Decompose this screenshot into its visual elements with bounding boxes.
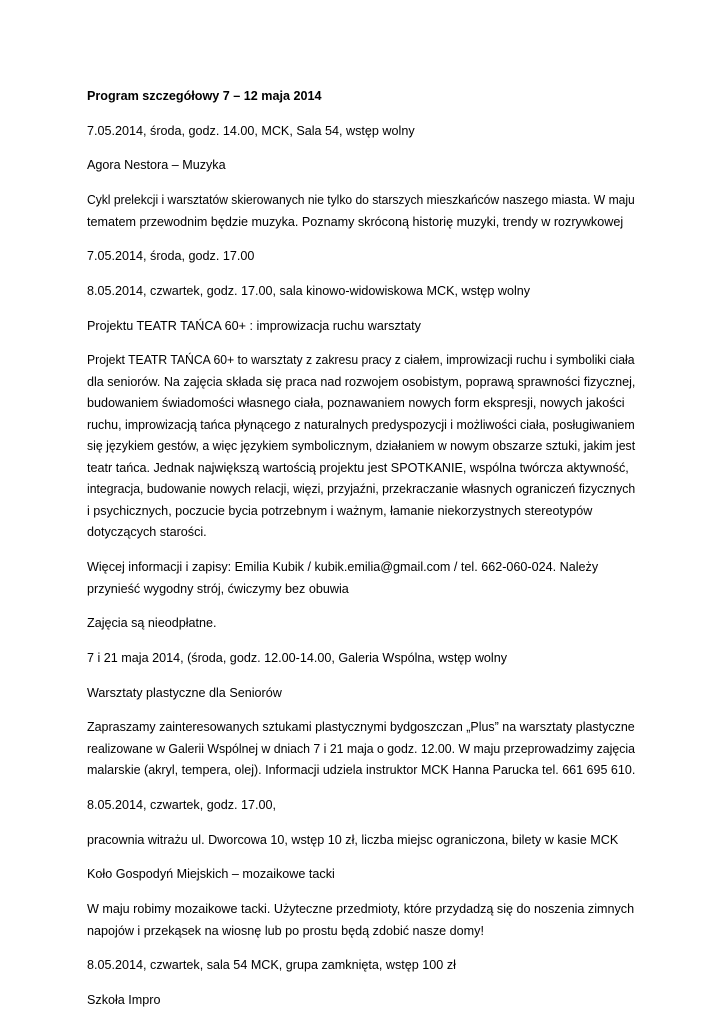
paragraph-line: dotyczących starości. — [87, 525, 207, 540]
paragraph-line: 8.05.2014, czwartek, godz. 17.00, sala kinowo-widowiskowa MCK, wstęp wolny — [87, 283, 531, 298]
paragraph-line: dla seniorów. Na zajęcia składa się praca nad rozwojem osobistym, poprawą sprawności fizycznej, — [87, 374, 636, 389]
paragraph-line: malarskie (akryl, tempera, olej). Informacji udziela instruktor MCK Hanna Parucka tel. 661 695 610. — [87, 763, 636, 778]
paragraph-line: Agora Nestora – Muzyka — [87, 158, 226, 173]
document-paragraph — [87, 557, 635, 600]
paragraph-line: Zajęcia są nieodpłatne. — [87, 616, 217, 631]
document-paragraph — [87, 683, 635, 705]
document-body — [87, 86, 635, 1025]
paragraph-line: W maju robimy mozaikowe tacki. Użyteczne przedmioty, które przydadzą się do noszenia zimnych — [87, 902, 635, 916]
paragraph-line: Projekt TEATR TAŃCA 60+ to warsztaty z zakresu pracy z ciałem, improwizacji ruchu i symboliki ciała — [87, 353, 635, 368]
document-paragraph — [87, 350, 635, 544]
document-paragraph — [87, 648, 635, 670]
paragraph-line: budowaniem świadomości własnego ciała, poznawaniem nowych form ekspresji, nowych jakości — [87, 396, 625, 411]
paragraph-line: 7.05.2014, środa, godz. 14.00, MCK, Sala 54, wstęp wolny — [87, 123, 415, 138]
document-paragraph — [87, 864, 635, 886]
paragraph-line: integracja, budowanie nowych relacji, więzi, przyjaźni, przekraczanie własnych ograniczeń fizycznych — [87, 482, 636, 497]
document-paragraph — [87, 830, 635, 852]
paragraph-line: Projektu TEATR TAŃCA 60+ : improwizacja ruchu warsztaty — [87, 318, 421, 333]
paragraph-line: Więcej informacji i zapisy: Emilia Kubik / kubik.emilia@gmail.com / tel. 662-060-024. Należy — [87, 560, 599, 574]
document-paragraph — [87, 190, 635, 233]
paragraph-line: 8.05.2014, czwartek, godz. 17.00, — [87, 797, 277, 812]
document-paragraph — [87, 955, 635, 977]
paragraph-line: 7 i 21 maja 2014, (środa, godz. 12.00-14.00, Galeria Wspólna, wstęp wolny — [87, 650, 508, 665]
paragraph-line: Koło Gospodyń Miejskich – mozaikowe tacki — [87, 867, 335, 882]
document-paragraph — [87, 121, 635, 143]
document-paragraph — [87, 613, 635, 635]
paragraph-line: i psychicznych, poczucie bycia potrzebnym i ważnym, łamanie niekorzystnych stereotypów — [87, 503, 593, 518]
paragraph-line: 8.05.2014, czwartek, sala 54 MCK, grupa zamknięta, wstęp 100 zł — [87, 958, 456, 973]
paragraph-line: Cykl prelekcji i warsztatów skierowanych nie tylko do starszych mieszkańców naszego miasta. W maju — [87, 193, 635, 208]
paragraph-line: tematem przewodnim będzie muzyka. Poznamy skróconą historię muzyki, trendy w rozrywkowej — [87, 214, 624, 229]
paragraph-line: się językiem gestów, a więc językiem symbolicznym, działaniem w nowym obszarze sztuki, jakim jest — [87, 439, 636, 454]
paragraph-line: przynieść wygodny strój, ćwiczymy bez obuwia — [87, 581, 349, 596]
document-paragraph — [87, 717, 635, 782]
document-paragraph — [87, 246, 635, 268]
paragraph-line: ruchu, improwizacją tańca płynącego z naturalnych predyspozycji i możliwości ciała, posługiwaniem — [87, 417, 635, 432]
paragraph-line: teatr tańca. Jednak największą wartością projektu jest SPOTKANIE, wspólna twórcza aktywność, — [87, 460, 629, 475]
document-paragraph — [87, 990, 635, 1012]
paragraph-line: realizowane w Galerii Wspólnej w dniach 7 i 21 maja o godz. 12.00. W maju przeprowadzimy zajęcia — [87, 741, 635, 756]
paragraph-line: napojów i przekąsek na wiosnę lub po prostu będą zdobić nasze domy! — [87, 923, 484, 938]
document-paragraph — [87, 899, 635, 942]
paragraph-line: Zapraszamy zainteresowanych sztukami plastycznymi bydgoszczan „Plus” na warsztaty plastyczne — [87, 720, 635, 735]
document-title: Program szczegółowy 7 – 12 maja 2014 — [87, 89, 322, 103]
document-paragraph — [87, 281, 635, 303]
document-paragraph — [87, 316, 635, 338]
paragraph-line: Warsztaty plastyczne dla Seniorów — [87, 685, 282, 700]
paragraph-line: 7.05.2014, środa, godz. 17.00 — [87, 249, 255, 264]
document-paragraph — [87, 795, 635, 817]
paragraph-line: Szkoła Impro — [87, 992, 161, 1007]
document-paragraph — [87, 155, 635, 177]
paragraph-line: pracownia witrażu ul. Dworcowa 10, wstęp 10 zł, liczba miejsc ograniczona, bilety w kasie MCK — [87, 832, 619, 847]
